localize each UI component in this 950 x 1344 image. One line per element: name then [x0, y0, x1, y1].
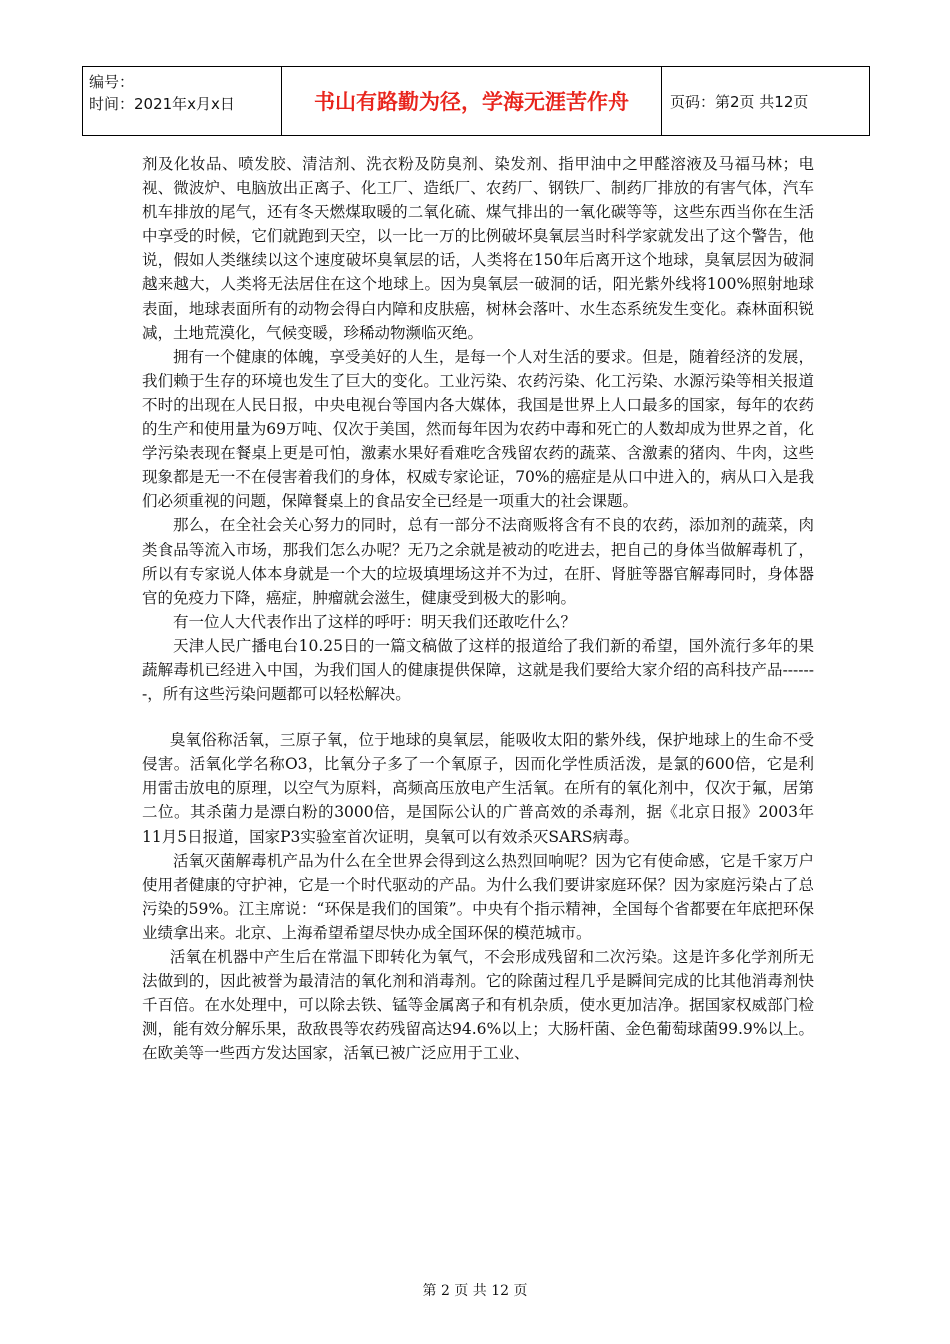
paragraph-3: 那么，在全社会关心努力的同时，总有一部分不法商贩将含有不良的农药，添加剂的蔬菜，肉类食品等流入市场，那我们怎么办呢？无乃之余就是被动的吃进去，把自己的身体当做解毒机了，所以有专家说人体本身就是一个大的垃圾填埋场这并不为过，在肝、肾脏等器官解毒同时，身体器官的免疫力下降，癌症，肿瘤就会滋生，健康受到极大的影响。 — [142, 516, 814, 607]
document-time-label: 时间：2021年x月x日 — [89, 95, 235, 113]
header-meta — [83, 67, 282, 135]
paragraph-4: 有一位人大代表作出了这样的呼吁：明天我们还敢吃什么？ — [173, 612, 577, 631]
paragraph-5: 天津人民广播电台10.25日的一篇文稿做了这样的报道给了我们新的希望，国外流行多年的果蔬解毒机已经进入中国，为我们国人的健康提供保障，这就是我们要给大家介绍的高科技产品-------，所有这些污染问题都可以轻松解决。 — [142, 636, 814, 704]
paragraph-1: 剂及化妆品、喷发胶、清洁剂、洗衣粉及防臭剂、染发剂、指甲油中之甲醛溶液及马福马林；电视、微波炉、电脑放出正离子、化工厂、造纸厂、农药厂、钢铁厂、制药厂排放的有害气体，汽车机车排放的尾气，还有冬天燃煤取暖的二氧化硫、煤气排出的一氧化碳等等，这些东西当你在生活中享受的时候，它们就跑到天空，以一比一万的比例破坏臭氧层当时科学家就发出了这个警告，他说，假如人类继续以这个速度破坏臭氧层的话，人类将在150年后离开这个地球，臭氧层因为破洞越来越大，人类将无法居住在这个地球上。因为臭氧层一破洞的话，阳光紫外线将100%照射地球表面，地球表面所有的动物会得白内障和皮肤癌，树林会落叶、水生态系统发生变化。森林面积锐减，土地荒漠化，气候变暖，珍稀动物濒临灭绝。 — [142, 155, 814, 342]
page-footer: 第 2 页 共 12 页 — [422, 1283, 528, 1299]
paragraph-2: 拥有一个健康的体魄，享受美好的人生，是每一个人对生活的要求。但是，随着经济的发展，我们赖于生存的环境也发生了巨大的变化。工业污染、农药污染、化工污染、水源污染等相关报道不时的出现在人民日报，中央电视台等国内各大媒体，我国是世界上人口最多的国家，每年的农药的生产和使用量为69万吨、仅次于美国，然而每年因为农药中毒和死亡的人数却成为世界之首，化学污染表现在餐桌上更是可怕，激素水果好看难吃含残留农药的蔬菜、含激素的猪肉、牛肉，这些现象都是无一不在侵害着我们的身体，权威专家论证，70%的癌症是从口中进入的，病从口入是我们必须重视的问题，保障餐桌上的食品安全已经是一项重大的社会课题。 — [142, 347, 814, 511]
document-body — [142, 152, 814, 1065]
paragraph-gap — [142, 706, 814, 728]
paragraph-7: 活氧灭菌解毒机产品为什么在全世界会得到这么热烈回响呢？因为它有使命感，它是千家万户使用者健康的守护神，它是一个时代驱动的产品。为什么我们要讲家庭环保？因为家庭污染占了总污染的59%。江主席说：“环保是我们的国策”。中央有个指示精神，全国每个省都要在年底把环保业绩拿出来。北京、上海希望希望尽快办成全国环保的模范城市。 — [142, 851, 814, 942]
header-motto: 书山有路勤为径，学海无涯苦作舟 — [282, 67, 662, 135]
document-number-label: 编号： — [89, 73, 135, 91]
paragraph-8: 活氧在机器中产生后在常温下即转化为氧气，不会形成残留和二次污染。这是许多化学剂所无法做到的，因此被誉为最清洁的氧化剂和消毒剂。它的除菌过程几乎是瞬间完成的比其他消毒剂快千百倍。在水处理中，可以除去铁、锰等金属离子和有机杂质，使水更加洁净。据国家权威部门检测，能有效分解乐果，敌敌畏等农药残留高达94.6%以上；大肠杆菌、金色葡萄球菌99.9%以上。在欧美等一些西方发达国家，活氧已被广泛应用于工业、 — [142, 948, 814, 1063]
paragraph-6: 臭氧俗称活氧，三原子氧，位于地球的臭氧层，能吸收太阳的紫外线，保护地球上的生命不受侵害。活氧化学名称O3，比氧分子多了一个氧原子，因而化学性质活泼，是氯的600倍，它是利用雷击放电的原理，以空气为原料，高频高压放电产生活氧。在所有的氧化剂中，仅次于氟，居第二位。其杀菌力是漂白粉的3000倍，是国际公认的广普高效的杀毒剂，据《北京日报》2003年11月5日报道，国家P3实验室首次证明，臭氧可以有效杀灭SARS病毒。 — [142, 731, 814, 846]
page-header — [82, 66, 870, 136]
header-page-info: 页码：第2页 共12页 — [670, 92, 809, 111]
